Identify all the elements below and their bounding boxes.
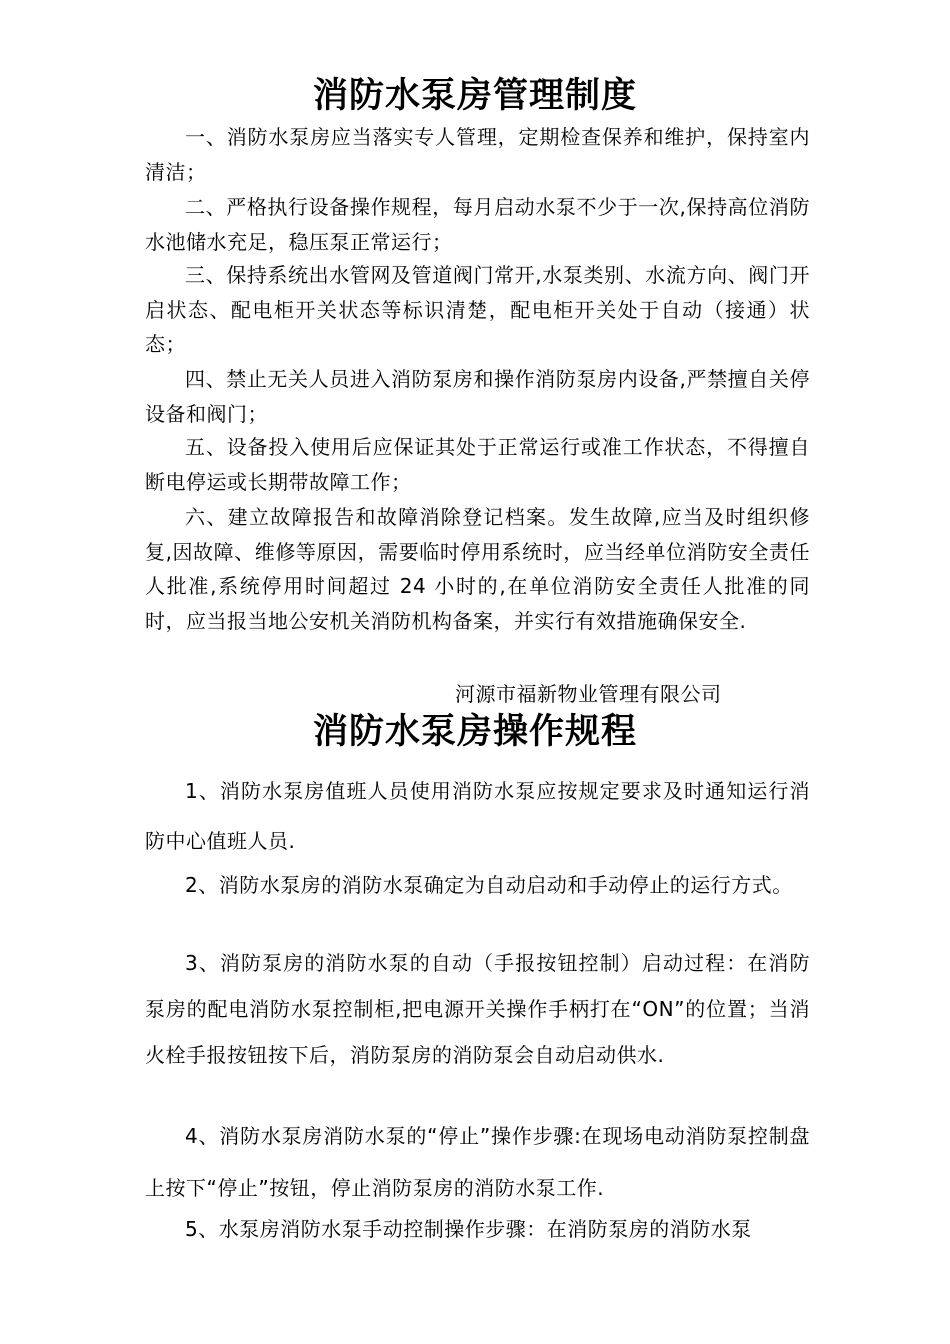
rule-item-6: 六、建立故障报告和故障消除登记档案。发生故障,应当及时组织修复,因故障、维修等原因，需要临时停用系统时，应当经单位消防安全责任人批准,系统停用时间超过 24 小时的,在单位消防安全责任人批准的同时，应当报当地公安机关消防机构备案，并实行有效措施确保安全. bbox=[145, 505, 810, 633]
procedure-step-2: 2、消防水泵房的消防水泵确定为自动启动和手动停止的运行方式。 bbox=[185, 873, 793, 897]
procedure-step-3: 3、消防泵房的消防水泵的自动（手报按钮控制）启动过程：在消防泵房的配电消防水泵控制柜,把电源开关操作手柄打在“ON”的位置；当消火栓手报按钮按下后，消防泵房的消防泵会自动启动供水. bbox=[145, 951, 810, 1067]
rule-item-4: 四、禁止无关人员进入消防泵房和操作消防泵房内设备,严禁擅自关停设备和阀门； bbox=[145, 367, 810, 426]
procedure-step-4: 4、消防水泵房消防水泵的“停止”操作步骤:在现场电动消防泵控制盘上按下“停止”按钮，停止消防泵房的消防水泵工作. bbox=[145, 1124, 810, 1200]
rule-item-3: 三、保持系统出水管网及管道阀门常开,水泵类别、水流方向、阀门开启状态、配电柜开关状态等标识清楚，配电柜开关处于自动（接通）状态； bbox=[145, 263, 810, 356]
rule-item-1: 一、消防水泵房应当落实专人管理，定期检查保养和维护，保持室内清洁； bbox=[145, 125, 810, 184]
rule-item-5: 五、设备投入使用后应保证其处于正常运行或准工作状态，不得擅自断电停运或长期带故障工作； bbox=[145, 435, 810, 494]
rule-item-2: 二、严格执行设备操作规程，每月启动水泵不少于一次,保持高位消防水池储水充足，稳压泵正常运行； bbox=[145, 195, 810, 254]
procedure-step-5: 5、水泵房消防水泵手动控制操作步骤：在消防泵房的消防水泵 bbox=[185, 1217, 752, 1241]
procedure-title: 消防水泵房操作规程 bbox=[312, 711, 637, 752]
procedure-step-1: 1、消防水泵房值班人员使用消防水泵应按规定要求及时通知运行消防中心值班人员. bbox=[145, 779, 810, 853]
rules-title: 消防水泵房管理制度 bbox=[312, 75, 637, 116]
company-signature: 河源市福新物业管理有限公司 bbox=[455, 682, 722, 706]
